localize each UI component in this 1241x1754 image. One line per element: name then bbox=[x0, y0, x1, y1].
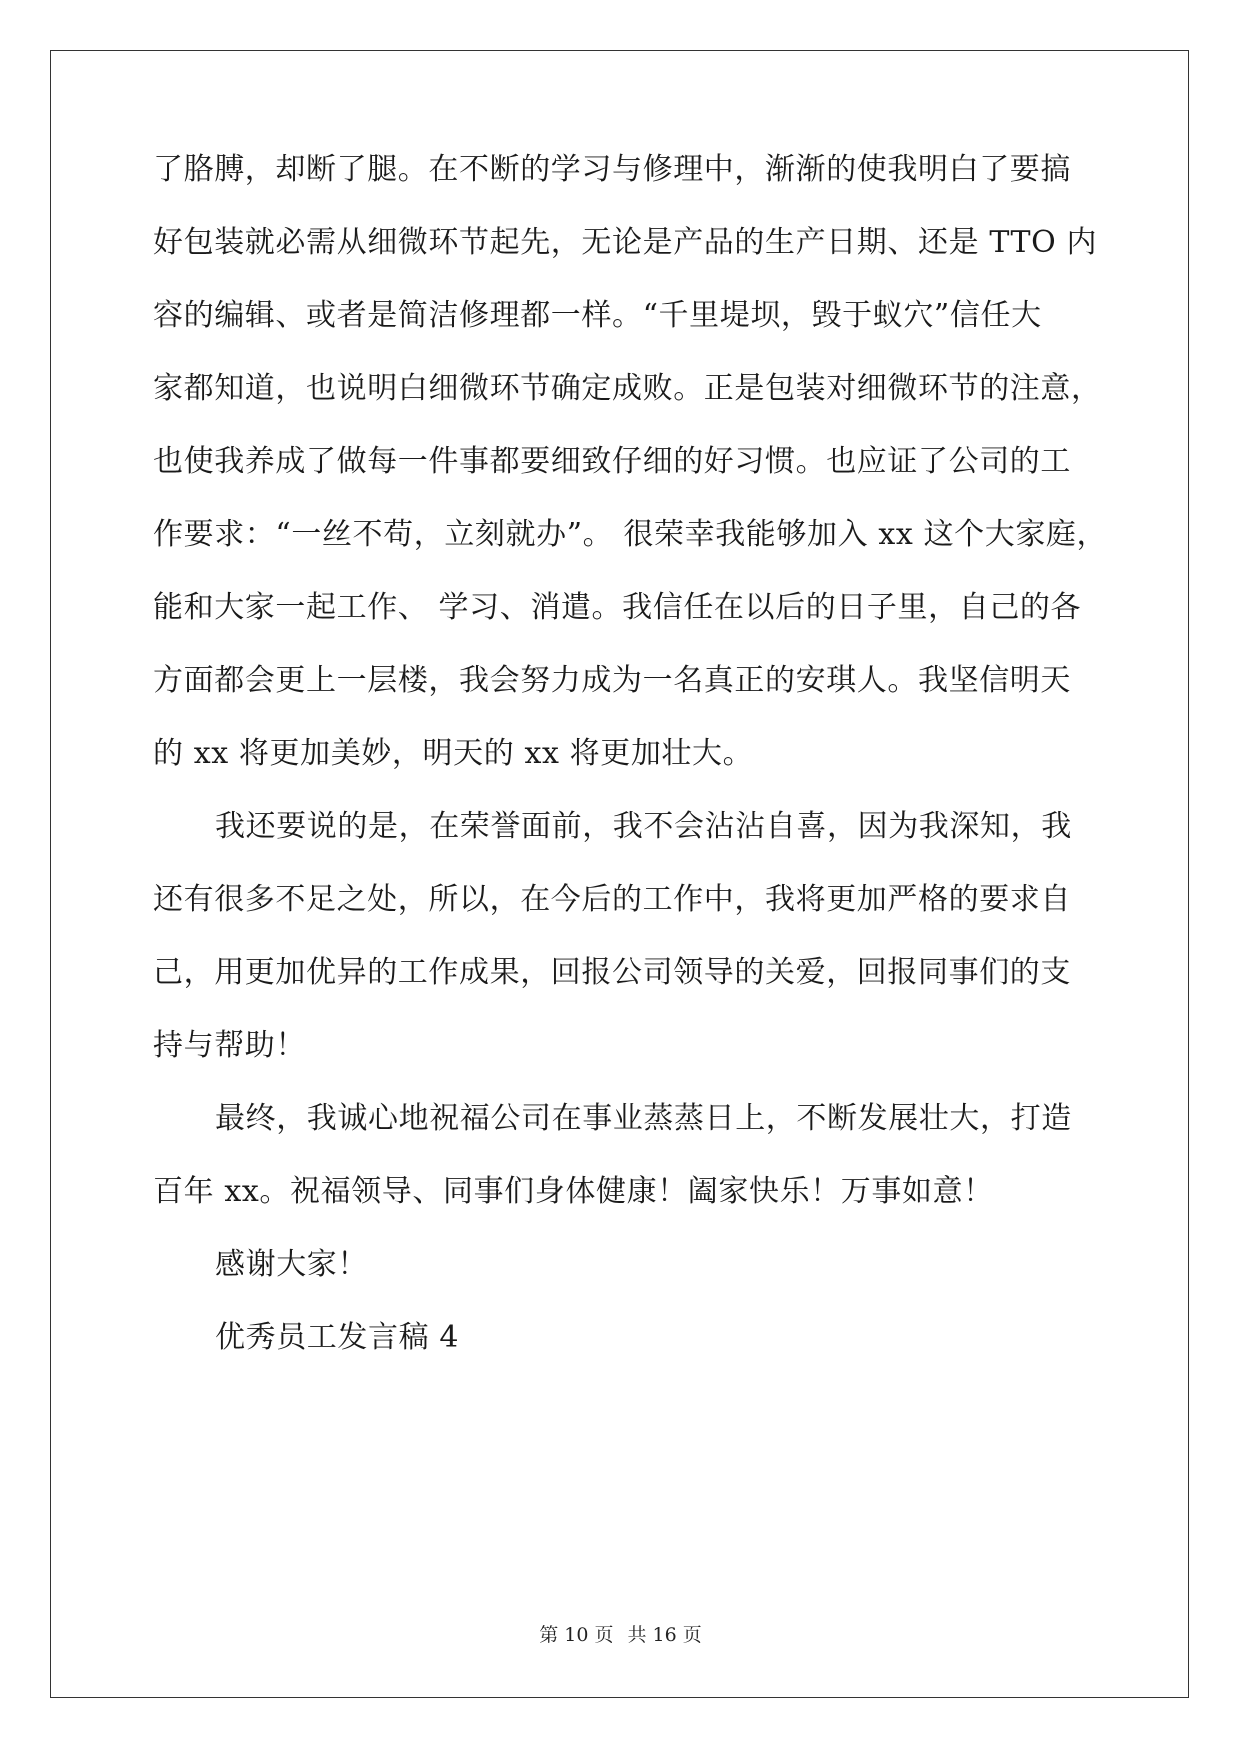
text-line: 最终，我诚心地祝福公司在事业蒸蒸日上，不断发展壮大，打造 bbox=[215, 1101, 1072, 1136]
text-line: 还有很多不足之处，所以，在今后的工作中，我将更加严格的要求自 bbox=[153, 882, 1071, 917]
text-line: 己，用更加优异的工作成果，回报公司领导的关爱，回报同事们的支 bbox=[153, 955, 1071, 990]
text-line: 作要求：“一丝不苟，立刻就办”。 很荣幸我能够加入 xx 这个大家庭， bbox=[153, 517, 1108, 552]
text-line: 容的编辑、或者是简洁修理都一样。“千里堤坝，毁于蚁穴”信任大 bbox=[153, 298, 1042, 333]
text-line: 百年 xx。祝福领导、同事们身体健康！阖家快乐！万事如意！ bbox=[153, 1174, 994, 1209]
text-line: 能和大家一起工作、 学习、消遣。我信任在以后的日子里，自己的各 bbox=[153, 590, 1082, 625]
text-line: 家都知道，也说明白细微环节确定成败。正是包装对细微环节的注意， bbox=[153, 371, 1102, 406]
text-line: 好包装就必需从细微环节起先，无论是产品的生产日期、还是 TTO 内 bbox=[153, 225, 1098, 260]
page-footer bbox=[0, 1620, 1241, 1647]
page-number: 第 10 页 bbox=[539, 1624, 614, 1646]
text-line: 感谢大家！ bbox=[215, 1247, 368, 1282]
section-heading: 优秀员工发言稿 4 bbox=[215, 1320, 460, 1355]
page-total: 共 16 页 bbox=[627, 1624, 702, 1646]
text-line: 持与帮助！ bbox=[153, 1028, 306, 1063]
text-line: 我还要说的是，在荣誉面前，我不会沾沾自喜，因为我深知，我 bbox=[215, 809, 1072, 844]
text-line: 的 xx 将更加美妙，明天的 xx 将更加壮大。 bbox=[153, 736, 754, 771]
text-line: 了胳膊，却断了腿。在不断的学习与修理中，渐渐的使我明白了要搞 bbox=[153, 152, 1071, 187]
text-line: 也使我养成了做每一件事都要细致仔细的好习惯。也应证了公司的工 bbox=[153, 444, 1071, 479]
text-line: 方面都会更上一层楼，我会努力成为一名真正的安琪人。我坚信明天 bbox=[153, 663, 1071, 698]
